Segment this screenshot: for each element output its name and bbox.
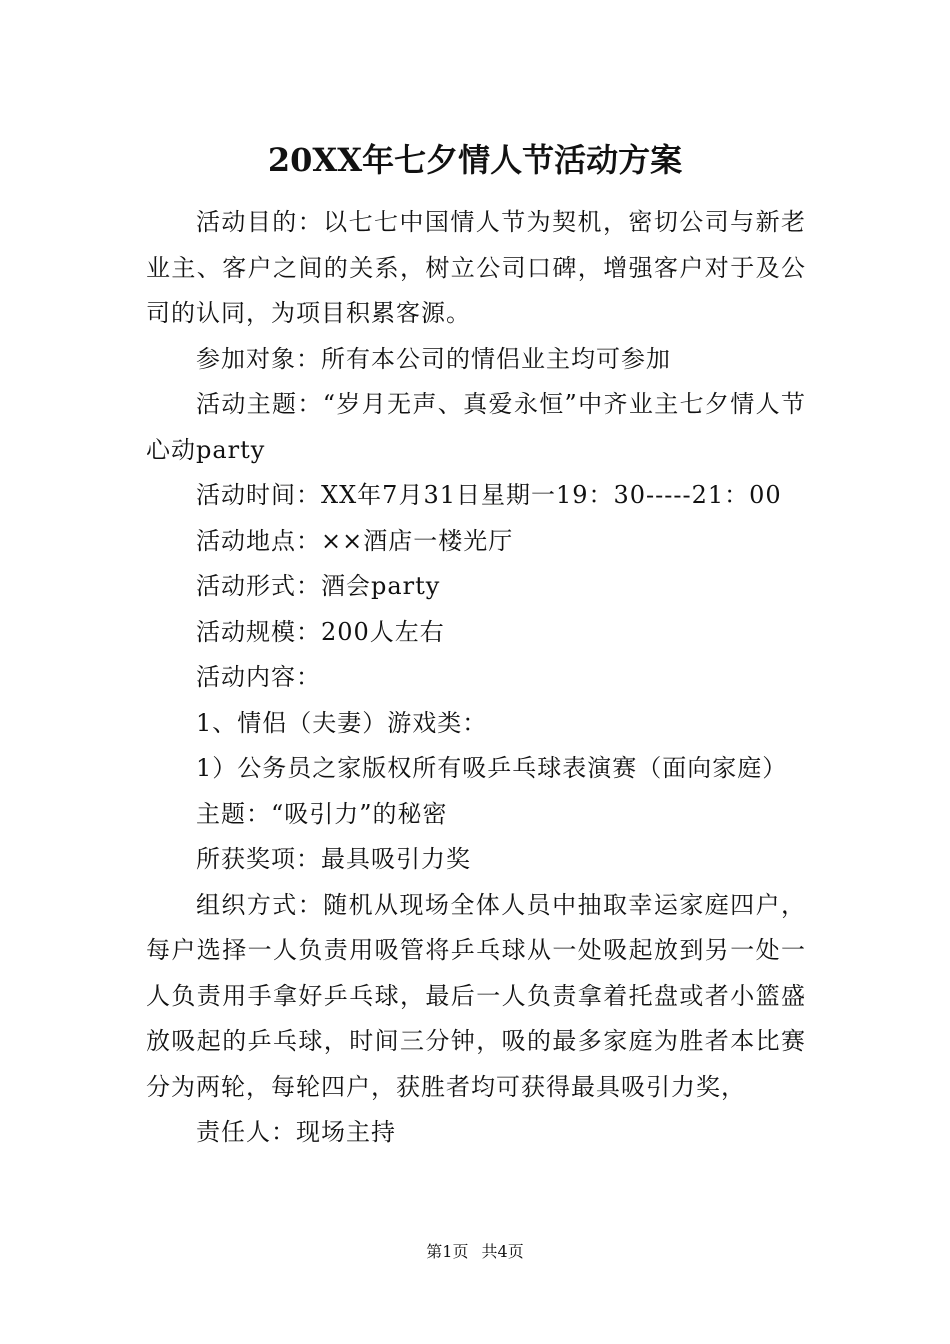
document-title: 20XX年七夕情人节活动方案 — [267, 141, 683, 179]
paragraph-responsible: 责任人：现场主持 — [196, 1118, 396, 1146]
page-number: 第1页 — [426, 1242, 469, 1261]
paragraph-location: 活动地点：××酒店一楼光厅 — [196, 526, 514, 555]
paragraph-scale: 活动规模：200人左右 — [196, 617, 445, 646]
paragraph-organization: 组织方式：随机从现场全体人员中抽取幸运家庭四户，每户选择一人负责用吸管将乒乓球从一处吸起放到另一处一人负责用手拿好乒乓球，最后一人负责拿着托盘或者小篮盛放吸起的乒乓球，时间三分钟，吸的最多家庭为胜者本比赛分为两轮，每轮四户，获胜者均可获得最具吸引力奖， — [146, 890, 806, 1101]
paragraph-item-award: 所获奖项：最具吸引力奖 — [196, 845, 471, 873]
paragraph-time: 活动时间：XX年7月31日星期一19：30-----21：00 — [196, 481, 782, 509]
paragraph-purpose: 活动目的：以七七中国情人节为契机，密切公司与新老业主、客户之间的关系，树立公司口碑，增强客户对于及公司的认同，为项目积累客源。 — [146, 208, 806, 327]
paragraph-participants: 参加对象：所有本公司的情侣业主均可参加 — [196, 344, 671, 373]
paragraph-theme: 活动主题：“岁月无声、真爱永恒”中齐业主七夕情人节心动party — [146, 390, 806, 464]
document-body — [146, 200, 806, 1156]
page-total: 共4页 — [481, 1242, 524, 1261]
page-footer — [0, 1240, 950, 1264]
paragraph-format: 活动形式：酒会party — [196, 572, 441, 600]
paragraph-content-heading: 活动内容： — [196, 663, 321, 691]
paragraph-item-theme: 主题：“吸引力”的秘密 — [196, 799, 448, 828]
paragraph-item-1: 1）公务员之家版权所有吸乒乓球表演赛（面向家庭） — [196, 754, 788, 782]
paragraph-section-1: 1、情侣（夫妻）游戏类： — [196, 708, 488, 737]
